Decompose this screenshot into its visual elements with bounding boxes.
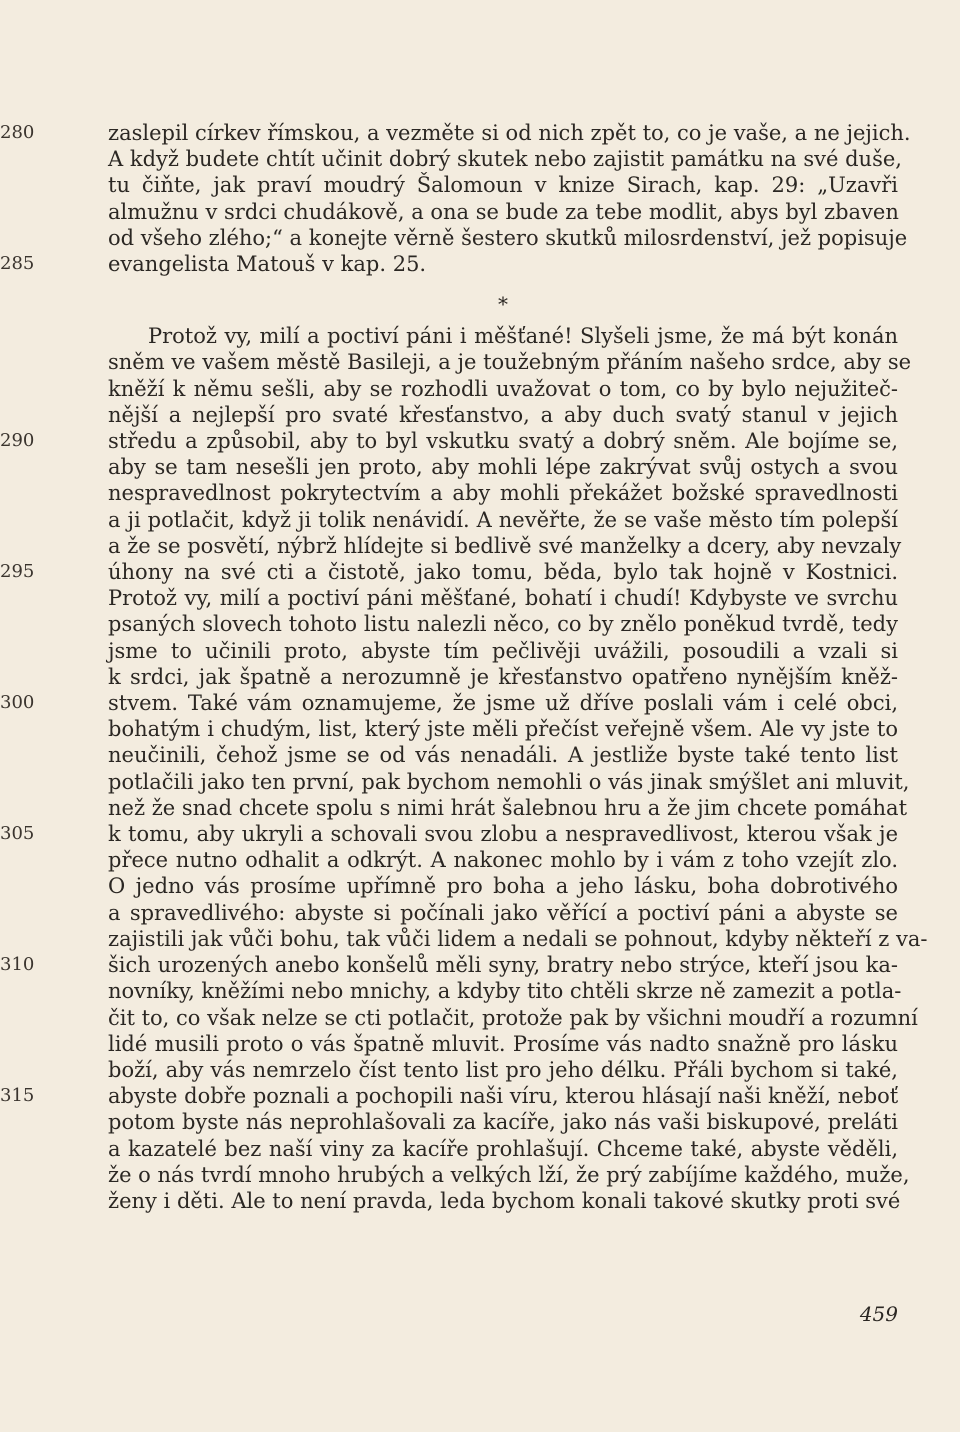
text-line xyxy=(108,402,898,428)
text-line xyxy=(108,199,898,225)
line-text: a ji potlačit, když ji tolik nenávidí. A nevěřte, že se vaše město tím polepší xyxy=(108,507,898,532)
text-line xyxy=(108,716,898,742)
line-text: tu čiňte, jak praví moudrý Šalomoun v knize Sirach, kap. 29: „Uzavři xyxy=(108,173,898,198)
text-line xyxy=(108,1057,898,1083)
line-text: O jedno vás prosíme upřímně pro boha a jeho lásku, boha dobrotivého xyxy=(108,874,898,899)
text-line xyxy=(108,1031,898,1057)
text-line xyxy=(108,172,898,198)
line-text: od všeho zlého;“ a konejte věrně šestero skutků milosrdenství, jež popisuje xyxy=(108,225,908,250)
text-line xyxy=(108,585,898,611)
section-separator: * xyxy=(498,292,508,317)
line-text: jsme to učinili proto, abyste tím pečlivěji uvážili, posoudili a vzali si xyxy=(108,638,898,663)
line-text: úhony na své cti a čistotě, jako tomu, běda, bylo tak hojně v Kostnici. xyxy=(108,560,898,585)
line-text: Protož vy, milí a poctiví páni i měšťané! Slyšeli jsme, že má být konán xyxy=(148,324,898,349)
line-text: kněží k němu sešli, aby se rozhodli uvažovat o tom, co by bylo nejužiteč- xyxy=(108,376,898,401)
text-line xyxy=(108,225,908,251)
line-number: 290 xyxy=(0,430,35,452)
line-number: 305 xyxy=(0,823,35,845)
line-text: lidé musili proto o vás špatně mluvit. Prosíme vás nadto snažně pro lásku xyxy=(108,1031,898,1056)
line-number: 285 xyxy=(0,253,35,275)
text-line xyxy=(108,1162,910,1188)
text-line xyxy=(108,611,898,637)
line-number: 310 xyxy=(0,954,35,976)
line-text: psaných slovech tohoto listu nalezli něco, co by znělo poněkud tvrdě, tedy xyxy=(108,612,898,637)
line-text: sněm ve vašem městě Basileji, a je toužebným přáním našeho srdce, aby se xyxy=(108,350,912,375)
text-line xyxy=(0,251,898,277)
text-line xyxy=(108,454,898,480)
text-line xyxy=(0,952,898,978)
line-text: stvem. Také vám oznamujeme, že jsme už dříve poslali vám i celé obci, xyxy=(108,691,898,716)
text-line xyxy=(108,769,910,795)
line-text: nější a nejlepší pro svaté křesťanstvo, a aby duch svatý stanul v jejich xyxy=(108,402,898,427)
line-text: středu a způsobil, aby to byl vskutku svatý a dobrý sněm. Ale bojíme se, xyxy=(108,429,898,454)
line-text: šich urozených anebo konšelů měli syny, bratry nebo strýce, kteří jsou ka- xyxy=(108,953,898,978)
line-text: boží, aby vás nemrzelo číst tento list pro jeho délku. Přáli bychom si také, xyxy=(108,1057,898,1082)
line-text: zaslepil církev římskou, a vezměte si od nich zpět to, co je vaše, a ne jejich. xyxy=(108,121,911,145)
line-text: bohatým i chudým, list, který jste měli přečíst veřejně všem. Ale vy jste to xyxy=(108,717,898,742)
line-text: neučinili, čehož jsme se od vás nenadáli. A jestliže byste také tento list xyxy=(108,743,898,768)
line-text: novníky, kněžími nebo mnichy, a kdyby tito chtěli skrze ně zamezit a potla- xyxy=(108,979,902,1004)
line-text: nespravedlnost pokrytectvím a aby mohli překážet božské spravedlnosti xyxy=(108,481,898,506)
line-text: ženy i děti. Ale to není pravda, leda bychom konali takové skutky proti své xyxy=(108,1188,901,1213)
text-line xyxy=(108,349,912,375)
text-line xyxy=(108,1109,898,1135)
body-text xyxy=(0,120,928,1214)
text-line xyxy=(0,821,898,847)
text-line xyxy=(108,664,898,690)
text-line xyxy=(108,638,898,664)
line-text: než že snad chcete spolu s nimi hrát šalebnou hru a že jim chcete pomáhat xyxy=(108,795,908,820)
text-line xyxy=(108,1188,901,1214)
text-line xyxy=(0,690,898,716)
line-text: a že se posvětí, nýbrž hlídejte si bedlivě své manželky a dcery, aby nevzaly xyxy=(108,533,902,558)
text-line xyxy=(108,926,928,952)
text-line xyxy=(108,742,898,768)
line-text: k srdci, jak špatně a nerozumně je křesťanstvo opatřeno nynějším kněž- xyxy=(108,664,898,689)
line-text: evangelista Matouš v kap. 25. xyxy=(108,252,427,277)
text-line xyxy=(108,146,902,172)
line-number: 295 xyxy=(0,561,35,583)
text-line xyxy=(108,978,902,1004)
text-line xyxy=(108,900,898,926)
text-line xyxy=(108,1136,898,1162)
line-text: Protož vy, milí a poctiví páni měšťané, bohatí i chudí! Kdybyste ve svrchu xyxy=(108,586,898,611)
text-line xyxy=(0,120,911,146)
line-text: přece nutno odhalit a odkrýt. A nakonec mohlo by i vám z toho vzejít zlo. xyxy=(108,848,898,873)
text-line xyxy=(0,428,898,454)
line-text: potom byste nás neprohlašovali za kacíře, jako nás vaši biskupové, preláti xyxy=(108,1110,898,1135)
line-number: 280 xyxy=(0,122,35,143)
text-line xyxy=(108,873,898,899)
text-line xyxy=(108,323,898,349)
line-text: čit to, co však nelze se cti potlačit, protože pak by všichni moudří a rozumní xyxy=(108,1005,918,1030)
line-number: 300 xyxy=(0,692,35,714)
line-text: potlačili jako ten první, pak bychom nemohli o vás jinak smýšlet ani mluvit, xyxy=(108,769,910,794)
text-line xyxy=(108,376,898,402)
text-line xyxy=(0,559,898,585)
line-text: abyste dobře poznali a pochopili naši víru, kterou hlásají naši kněží, neboť xyxy=(108,1084,899,1109)
line-text: že o nás tvrdí mnoho hrubých a velkých lží, že prý zabíjíme každého, muže, xyxy=(108,1162,910,1187)
text-line xyxy=(108,480,898,506)
text-line xyxy=(108,533,902,559)
line-text: zajistili jak vůči bohu, tak vůči lidem a nedali se pohnout, kdyby někteří z va- xyxy=(108,926,928,951)
line-text: a spravedlivého: abyste si počínali jako věřící a poctiví páni a abyste se xyxy=(108,900,898,925)
text-line xyxy=(108,795,908,821)
line-text: A když budete chtít učinit dobrý skutek nebo zajistit památku na své duše, xyxy=(108,147,902,172)
text-line xyxy=(0,1083,899,1109)
line-text: k tomu, aby ukryli a schovali svou zlobu a nespravedlivost, kterou však je xyxy=(108,822,898,847)
line-text: aby se tam nesešli jen proto, aby mohli lépe zakrývat svůj ostych a svou xyxy=(108,455,898,480)
line-number: 315 xyxy=(0,1085,35,1107)
text-line xyxy=(108,507,898,533)
line-text: almužnu v srdci chudákově, a ona se bude za tebe modlit, abys byl zbaven xyxy=(108,199,899,224)
line-text: a kazatelé bez naší viny za kacíře prohlašují. Chceme také, abyste věděli, xyxy=(108,1136,898,1161)
text-line xyxy=(108,1005,918,1031)
text-line xyxy=(108,847,898,873)
page-number: 459 xyxy=(859,1302,898,1326)
